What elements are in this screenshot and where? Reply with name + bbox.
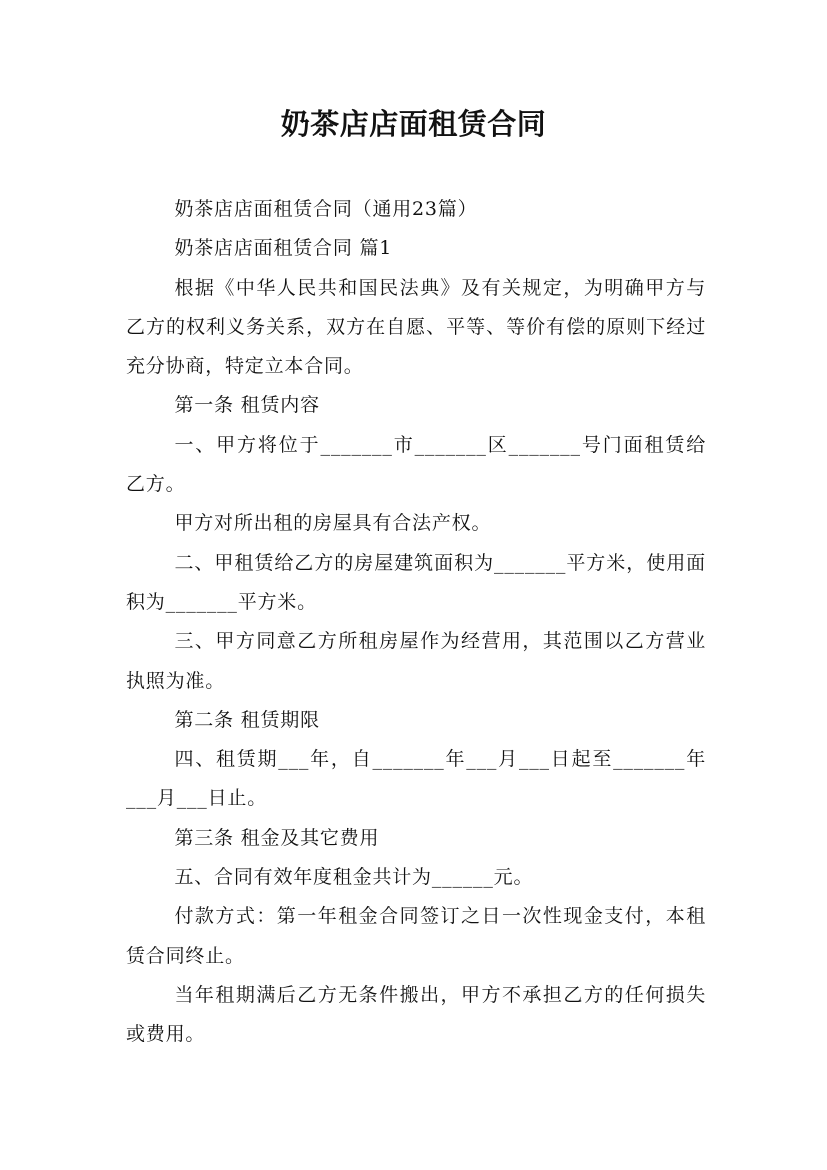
clause-one: 一、甲方将位于_______市_______区_______号门面租赁给乙方。 bbox=[126, 433, 706, 496]
article-two-heading: 第二条 租赁期限 bbox=[174, 708, 320, 731]
clause-payment: 付款方式：第一年租金合同签订之日一次性现金支付，本租赁合同终止。 bbox=[126, 905, 706, 967]
paragraph-subtitle: 奶茶店店面租赁合同（通用23篇） bbox=[174, 198, 478, 220]
document-title: 奶茶店店面租赁合同 bbox=[280, 107, 547, 141]
paragraph-preamble: 根据《中华人民共和国民法典》及有关规定，为明确甲方与乙方的权利义务关系，双方在自愿、平等、等价有偿的原则下经过充分协商，特定立本合同。 bbox=[126, 276, 706, 378]
clause-expiry: 当年租期满后乙方无条件搬出，甲方不承担乙方的任何损失或费用。 bbox=[126, 983, 706, 1046]
clause-five: 五、合同有效年度租金共计为______元。 bbox=[174, 866, 534, 889]
clause-two: 二、甲租赁给乙方的房屋建筑面积为_______平方米，使用面积为_______平方米。 bbox=[126, 551, 706, 613]
clause-four: 四、租赁期___年，自_______年___月___日起至_______年___月___日止。 bbox=[126, 748, 706, 810]
clause-ownership: 甲方对所出租的房屋具有合法产权。 bbox=[174, 512, 492, 535]
paragraph-section-heading: 奶茶店店面租赁合同 篇1 bbox=[174, 237, 393, 260]
article-one-heading: 第一条 租赁内容 bbox=[174, 394, 320, 417]
clause-three: 三、甲方同意乙方所租房屋作为经营用，其范围以乙方营业执照为准。 bbox=[126, 630, 706, 692]
article-three-heading: 第三条 租金及其它费用 bbox=[174, 826, 380, 849]
document-body bbox=[126, 190, 706, 1055]
